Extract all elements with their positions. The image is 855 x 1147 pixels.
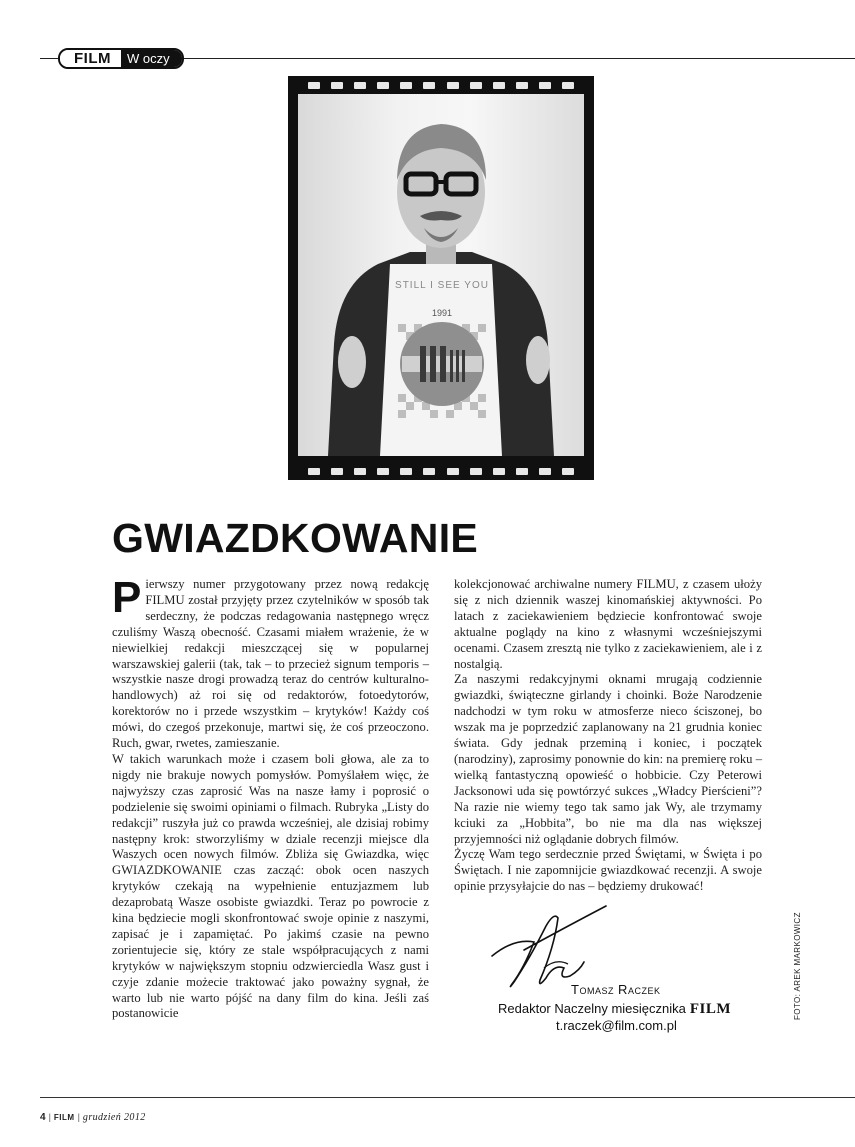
film-strip-photo <box>288 76 594 480</box>
footer-separator: | <box>48 1112 51 1122</box>
author-email[interactable]: t.raczek@film.com.pl <box>556 1018 677 1033</box>
magazine-logo: FILM <box>689 1001 732 1017</box>
subsection-label: W oczy <box>121 50 182 67</box>
article-column-right <box>454 577 762 895</box>
portrait-illustration <box>298 94 584 456</box>
author-role <box>498 1001 731 1018</box>
footer-magazine: FILM <box>53 1113 75 1122</box>
author-role-text: Redaktor Naczelny miesięcznika <box>498 1001 686 1016</box>
article-headline: GWIAZDKOWANIE <box>112 515 479 561</box>
article-paragraph: kolekcjonować archiwalne numery FILMU, z czasem ułoży się z nich dziennik waszej kinomańskiej aktywności. Po latach z zaciekawieniem będziecie konfrontować swoje aktualne poglądy na kino z własnymi wcześniejszymi ocenami. Czasem zresztą nie tylko z zaciekawieniem, ale i z nostalgią. <box>454 577 762 671</box>
shirt-year: 1991 <box>431 308 453 318</box>
author-name: Tomasz Raczek <box>571 982 661 997</box>
shirt-text: STILL I SEE YOU <box>395 280 489 291</box>
section-label: FILM <box>60 50 121 67</box>
page-number: 4 <box>40 1112 46 1123</box>
drop-cap: P <box>112 573 142 622</box>
photo-credit: FOTO: AREK MARKOWICZ <box>793 912 802 1020</box>
article-paragraph: W takich warunkach może i czasem boli głowa, ale za to nigdy nie brakuje nowych pomysłów. Pomyślałem więc, że najwyższy czas zaprosić Was na nasze łamy i poprosić o podzielenie się swoimi opiniami o filmach. Rubryka „Listy do redakcji” ruszyła już co prawda wcześniej, ale dzisiaj robimy następny krok: stworzyliśmy w dziale recenzji miejsce dla Waszych ocen nowych filmów. Zbliża się Gwiazdka, więc GWIAZDKOWANIE czas zacząć: obok ocen naszych krytyków czekają na wypełnienie entuzjazmem lub dezaprobatą Wasze osobiste gwiazdki. Teraz po powrocie z kina będziecie mogli skonfrontować swoje opinie z naszymi, zapisać je i zapamiętać. Po jakimś czasie na pewno zorientujecie się, który ze stale współpracujących z nami krytyków w największym stopniu odzwierciedla Wasz gust i czyje zdanie możecie traktować jako poważny sygnał, że warto lub nie warto pójść na dany film do kina. Jeśli zaś postanowicie <box>112 751 429 1021</box>
article-paragraph: Życzę Wam tego serdecznie przed Świętami, w Święta i po Świętach. I nie zapomnijcie gwiazdkować recenzji. A swoje opinie przysyłajcie do nas – będziemy drukować! <box>454 847 762 894</box>
film-perforations-bottom <box>288 464 594 478</box>
paragraph-text: ierwszy numer przygotowany przez nową redakcję FILMU został przyjęty przez czytelników w sposób tak serdeczny, że podczas redagowania następnego wręcz czuliśmy Waszą obecność. Czasami miałem wrażenie, że w niewielkiej redakcji mieszczącej się w popularnej warszawskiej galerii (tak, tak – to przecież signum temporis – wszystkie nasze drogi prowadzą teraz do centrów kulturalno-handlowych) aż roi się od redaktorów, fotoedytorów, korektorów no i przede wszystkim – krytyków! Każdy coś mówi, do czegoś przekonuje, martwi się, że coś przeoczono. Ruch, gwar, rwetes, zamieszanie. <box>112 577 429 751</box>
article-paragraph <box>112 573 429 752</box>
section-tab <box>58 48 184 69</box>
footer-separator: | <box>77 1112 80 1122</box>
page-footer <box>40 1112 146 1123</box>
film-perforations-top <box>288 78 594 92</box>
article-paragraph: Za naszymi redakcyjnymi oknami mrugają codziennie gwiazdki, świąteczne girlandy i choinki. Boże Narodzenie nadchodzi w tym roku w atmosferze nieco ściszonej, bo wszak ma je poprzedzić zaplanowany na 21 grudnia koniec świata. Gdy jednak przeminą i koniec, i początek (narodziny), zaprosimy ponownie do kin: na premierę roku – wielką fantastyczną opowieść o hobbicie. Czy Peterowi Jacksonowi uda się powtórzyć sukces „Władcy Pierścieni”? Na razie nie wiemy tego tak samo jak Wy, ale trzymamy kciuki za „Hobbita”, bo nie ma dla nas większej przyjemności niż oglądanie dobrych filmów. <box>454 672 762 846</box>
issue-date: grudzień 2012 <box>82 1112 146 1123</box>
portrait-photo <box>298 94 584 456</box>
article-column-left <box>112 573 429 1022</box>
footer-rule <box>40 1097 855 1098</box>
